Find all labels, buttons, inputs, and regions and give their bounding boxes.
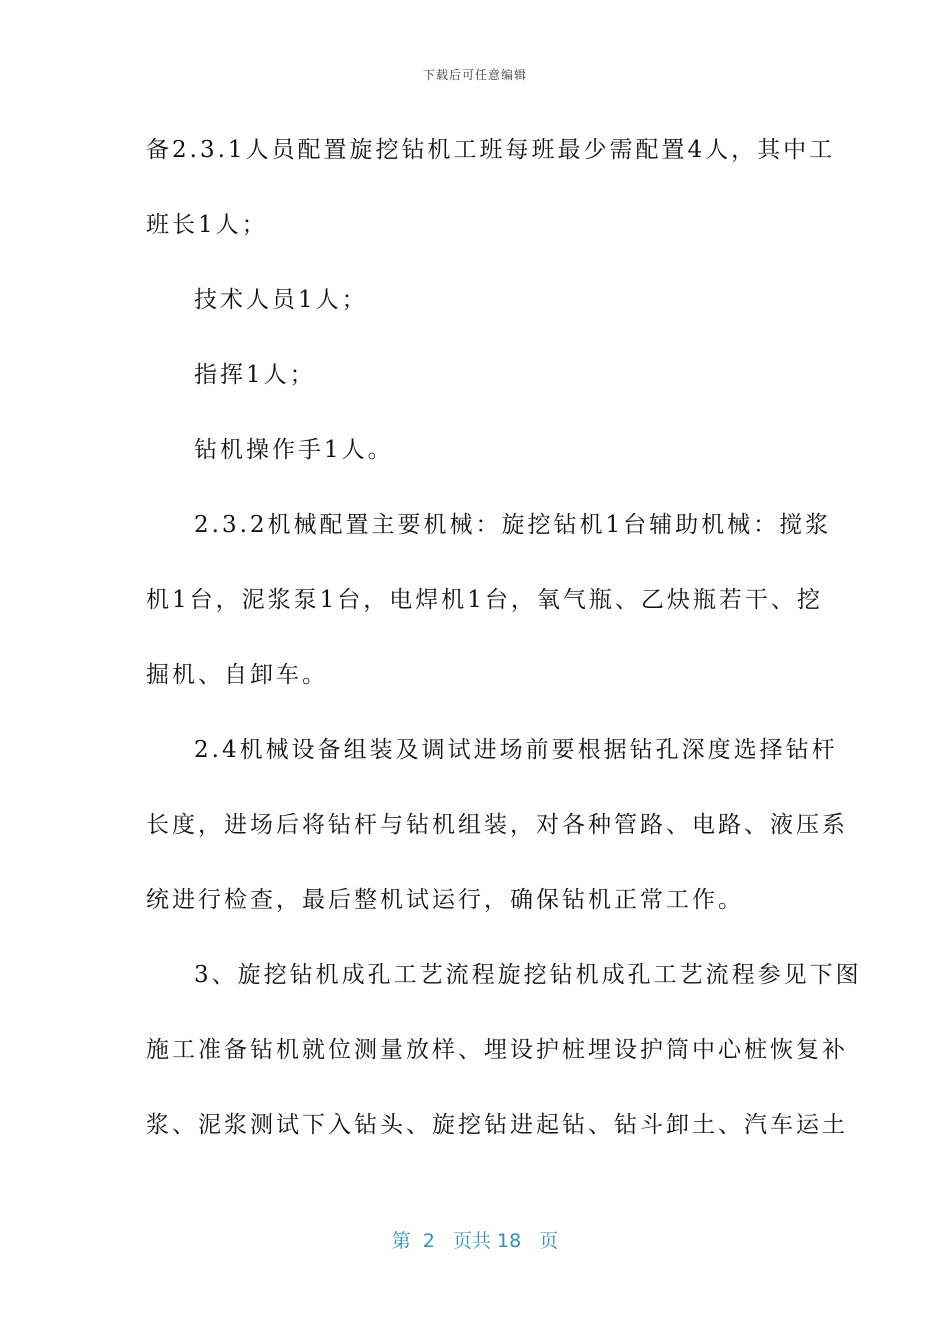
- body-line-6: 2.3.2机械配置主要机械：旋挖钻机1台辅助机械：搅浆: [194, 512, 832, 538]
- page-number-footer: 第 2 页共 18 页: [391, 1230, 559, 1252]
- body-line-1: 备2.3.1人员配置旋挖钻机工班每班最少需配置4人，其中工: [146, 137, 836, 163]
- body-line-10: 长度，进场后将钻杆与钻机组装，对各种管路、电路、液压系: [146, 812, 848, 838]
- page-header: 下载后可任意编辑: [422, 68, 527, 82]
- body-line-8: 掘机、自卸车。: [146, 662, 328, 688]
- body-line-14: 浆、泥浆测试下入钻头、旋挖钻进起钻、钻斗卸土、汽车运土: [146, 1112, 848, 1138]
- body-line-12: 3、旋挖钻机成孔工艺流程旋挖钻机成孔工艺流程参见下图: [194, 962, 862, 988]
- body-line-5: 钻机操作手1人。: [194, 437, 394, 463]
- body-line-4: 指挥1人；: [194, 362, 316, 388]
- body-line-9: 2.4机械设备组装及调试进场前要根据钻孔深度选择钻杆: [194, 737, 838, 763]
- body-line-13: 施工准备钻机就位测量放样、埋设护桩埋设护筒中心桩恢复补: [146, 1037, 848, 1063]
- body-line-2: 班长1人；: [146, 212, 268, 238]
- body-line-7: 机1台，泥浆泵1台，电焊机1台，氧气瓶、乙炔瓶若干、挖: [146, 587, 823, 613]
- body-line-3: 技术人员1人；: [194, 287, 368, 313]
- body-line-11: 统进行检查，最后整机试运行，确保钻机正常工作。: [146, 887, 744, 913]
